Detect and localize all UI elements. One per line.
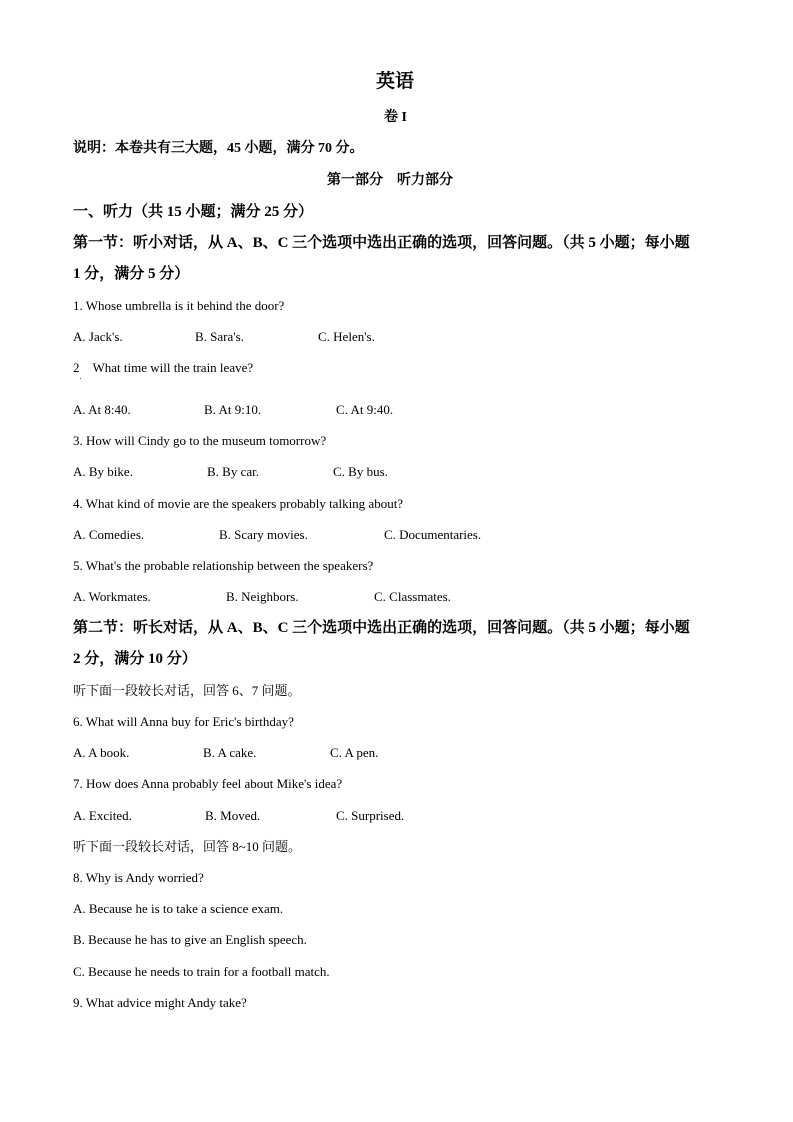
- subsection-2-heading-cont: 2 分，满分 10 分）: [73, 651, 197, 667]
- q8-option-b: B. Because he has to give an English speech.: [73, 932, 307, 947]
- part-heading: 第一部分 听力部分: [327, 173, 453, 188]
- dialogue-intro-6-7: 听下面一段较长对话，回答 6、7 问题。: [73, 683, 301, 698]
- q6-option-a: A. A book.: [73, 745, 130, 760]
- question-4: 4. What kind of movie are the speakers probably talking about?: [73, 496, 404, 511]
- stray-dot: [80, 378, 81, 379]
- q1-option-a: A. Jack's.: [73, 329, 123, 344]
- q7-option-c: C. Surprised.: [336, 808, 405, 823]
- question-3: 3. How will Cindy go to the museum tomorrow?: [73, 433, 327, 448]
- q4-option-b: B. Scary movies.: [219, 527, 308, 542]
- q5-option-c: C. Classmates.: [374, 589, 451, 604]
- subsection-2-heading: 第二节：听长对话，从 A、B、C 三个选项中选出正确的选项，回答问题。（共 5 小题；每小题: [73, 620, 690, 636]
- question-7: 7. How does Anna probably feel about Mike's idea?: [73, 776, 343, 791]
- q3-option-a: A. By bike.: [73, 464, 133, 479]
- q6-option-b: B. A cake.: [203, 745, 257, 760]
- exam-title: 英语: [376, 71, 415, 92]
- volume-label: 卷 I: [384, 110, 407, 125]
- question-1: 1. Whose umbrella is it behind the door?: [73, 298, 285, 313]
- exam-instructions: 说明：本卷共有三大题，45 小题，满分 70 分。: [73, 141, 364, 156]
- q2-option-b: B. At 9:10.: [204, 402, 262, 417]
- q4-option-a: A. Comedies.: [73, 527, 145, 542]
- q1-option-b: B. Sara's.: [195, 329, 244, 344]
- question-5: 5. What's the probable relationship between the speakers?: [73, 558, 374, 573]
- q3-option-c: C. By bus.: [333, 464, 388, 479]
- dialogue-intro-8-10: 听下面一段较长对话，回答 8~10 问题。: [73, 839, 302, 854]
- q5-option-a: A. Workmates.: [73, 589, 151, 604]
- q7-option-b: B. Moved.: [205, 808, 261, 823]
- subsection-1-heading-cont: 1 分，满分 5 分）: [73, 266, 190, 282]
- question-9: 9. What advice might Andy take?: [73, 995, 247, 1010]
- q8-option-a: A. Because he is to take a science exam.: [73, 901, 284, 916]
- section-heading: 一、听力（共 15 小题；满分 25 分）: [73, 204, 314, 220]
- q7-option-a: A. Excited.: [73, 808, 132, 823]
- subsection-1-heading: 第一节：听小对话，从 A、B、C 三个选项中选出正确的选项，回答问题。（共 5 小题；每小题: [73, 235, 690, 251]
- question-6: 6. What will Anna buy for Eric's birthday?: [73, 714, 294, 729]
- q1-option-c: C. Helen's.: [318, 329, 375, 344]
- q6-option-c: C. A pen.: [330, 745, 379, 760]
- q2-option-c: C. At 9:40.: [336, 402, 394, 417]
- question-2: 2 What time will the train leave?: [73, 360, 254, 375]
- q5-option-b: B. Neighbors.: [226, 589, 299, 604]
- q2-option-a: A. At 8:40.: [73, 402, 131, 417]
- question-8: 8. Why is Andy worried?: [73, 870, 204, 885]
- q8-option-c: C. Because he needs to train for a football match.: [73, 964, 330, 979]
- q4-option-c: C. Documentaries.: [384, 527, 482, 542]
- q3-option-b: B. By car.: [207, 464, 259, 479]
